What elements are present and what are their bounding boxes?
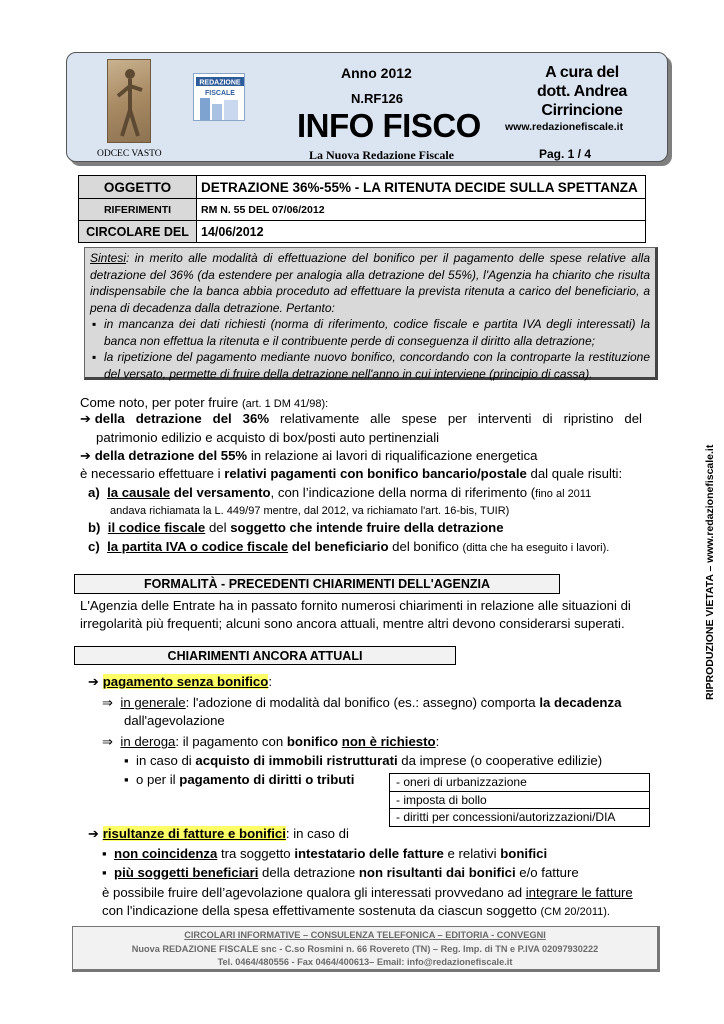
- sub-in-generale-cont: dall'agevolazione: [124, 713, 225, 728]
- arrow-icon: ➔: [88, 674, 103, 689]
- list-item: - oneri di urbanizzazione: [390, 774, 650, 792]
- table-row: [390, 809, 650, 827]
- arrow-icon: ➔: [80, 411, 95, 426]
- list-item: ▪ la ripetizione del pagamento mediante nuovo bonifico, concordando con la controparte la restituzione del versato, permette di fruire della detrazione nell'anno in cui interviene (principio di cassa).: [90, 349, 650, 382]
- list-item: - diritti per concessioni/autorizzazioni/DIA: [390, 809, 650, 827]
- text: pagamento senza bonifico: [102, 674, 269, 689]
- footer-contacts: Tel. 0464/480556 - Fax 0464/400613– Email: info@redazionefiscale.it: [217, 957, 513, 967]
- bullet-icon: ▪: [102, 846, 115, 861]
- text: (ditta che ha eseguito i lavori).: [462, 542, 610, 554]
- implies-arrow-icon: ⇒: [102, 695, 121, 710]
- payment-line: [80, 465, 622, 483]
- statue-image: [107, 59, 151, 143]
- text: non coincidenza: [114, 846, 218, 861]
- list-item: ▪ in mancanza dei dati richiesti (norma di riferimento, codice fiscale e partita IVA degli interessati) la banca non effettua la ritenuta e il contribuente perde di conseguenza il diritto alla detrazione;: [90, 316, 650, 349]
- text: la causale: [107, 485, 171, 500]
- text: e/o fatture: [515, 865, 579, 880]
- year-label: Anno 2012: [341, 65, 412, 81]
- redazione-fiscale-logo: [193, 73, 245, 121]
- text: in relazione ai lavori di riqualificazione energetica: [247, 448, 538, 463]
- table-row: [390, 791, 650, 809]
- synthesis-label: Sintesi: [90, 251, 127, 265]
- text: è possibile fruire dell’agevolazione qualora gli interessati provvedano ad: [102, 885, 526, 900]
- text: con l'indicazione della spesa effettivamente sostenuta da ciascun soggetto: [102, 903, 541, 918]
- text: relativi pagamenti con bonifico bancario/postale: [224, 466, 527, 481]
- text: e relativi: [443, 846, 501, 861]
- tributi-list-box: [389, 773, 650, 827]
- odcec-label: ODCEC VASTO: [97, 149, 162, 159]
- item-a-cont: andava richiamata la L. 449/97 mentre, dal 2012, va richiamato l'art. 16-bis, TUIR): [110, 505, 510, 517]
- synthesis-paragraph: [90, 250, 650, 316]
- point-pagamento: [88, 673, 272, 691]
- text: risultanze di fatture e bonifici: [102, 826, 286, 841]
- synthesis-text: : in merito alle modalità di effettuazione del bonifico per il pagamento delle spese relative alla detrazione del 36% (da estendere per analogia alla detrazione del 55%), l'Agenzia ha chiarito che risulta indispensabile che la banca abbia proceduto ad effettuare la prevista ritenuta a carico del beneficiario, a pena di decadenza dalla detrazione. Pertanto:: [90, 251, 650, 315]
- text: del beneficiario: [288, 539, 389, 554]
- website-link[interactable]: www.redazionefiscale.it: [505, 121, 624, 133]
- text: non è richiesto: [341, 734, 436, 749]
- bullet-36: [80, 410, 642, 428]
- text: del versamento: [170, 485, 271, 500]
- text: della detrazione del 36%: [94, 411, 270, 426]
- text: b): [88, 520, 101, 535]
- item-a: [88, 484, 591, 503]
- oggetto-value: DETRAZIONE 36%-55% - LA RITENUTA DECIDE SULLA SPETTANZA: [197, 176, 646, 199]
- text: intestatario delle fatture: [294, 846, 444, 861]
- text: a): [88, 485, 100, 500]
- sub-in-generale: [102, 694, 621, 712]
- text: da imprese (o cooperative edilizie): [397, 753, 603, 768]
- deroga-item-tributi: [124, 771, 354, 789]
- footer-address: Nuova REDAZIONE FISCALE snc - C.so Rosmini n. 66 Rovereto (TN) – Reg. Imp. di TN e P.IVA 02097930222: [131, 943, 599, 954]
- text: o per il: [136, 772, 180, 787]
- text: del: [205, 520, 231, 535]
- circolare-label: CIRCOLARE DEL: [79, 221, 197, 243]
- risultanze-item-coincidenza: [102, 845, 547, 863]
- footer-services: CIRCOLARI INFORMATIVE – CONSULENZA TELEFONICA – EDITORIA - CONVEGNI: [184, 930, 546, 940]
- text: la partita IVA o codice fiscale: [107, 539, 289, 554]
- text: :: [268, 674, 272, 689]
- table-row: [79, 199, 646, 221]
- text: più soggetti beneficiari: [114, 865, 259, 880]
- final-line-1: [102, 884, 633, 902]
- text: (art. 1 DM 41/98):: [242, 398, 329, 410]
- text: tra soggetto: [217, 846, 295, 861]
- text: c): [88, 539, 100, 554]
- text: (CM 20/2011).: [540, 906, 610, 918]
- risultanze-item-beneficiari: [102, 864, 579, 882]
- text: integrare le fatture: [525, 885, 633, 900]
- text: la decadenza: [539, 695, 622, 710]
- text: in generale: [120, 695, 186, 710]
- subject-table: [78, 175, 646, 243]
- item-c: [88, 538, 609, 557]
- text: fino al 2011: [535, 488, 592, 500]
- text: dal quale risulti:: [526, 466, 623, 481]
- author-line-1: A cura del: [545, 64, 619, 81]
- text: soggetto che intende fruire della detrazione: [230, 520, 504, 535]
- newsletter-title: INFO FISCO: [297, 107, 481, 144]
- implies-arrow-icon: ⇒: [102, 734, 121, 749]
- text: : in caso di: [285, 826, 349, 841]
- riferimenti-value: RM N. 55 DEL 07/06/2012: [197, 199, 646, 221]
- list-item: - imposta di bollo: [390, 791, 650, 809]
- arrow-icon: ➔: [80, 448, 95, 463]
- logo-text-1: REDAZIONE: [199, 79, 241, 87]
- text: in caso di: [136, 753, 196, 768]
- bullet-icon: ▪: [102, 865, 115, 880]
- bullet-icon: ▪: [124, 753, 137, 768]
- text: acquisto di immobili ristrutturati: [195, 753, 398, 768]
- copyright-notice-vertical: RIPRODUZIONE VIETATA – www.redazionefiscale.it: [704, 444, 716, 700]
- page-number: Pag. 1 / 4: [539, 147, 592, 161]
- text: relativamente alle spese per interventi di ripristino del: [269, 411, 642, 426]
- section-formalita-title: FORMALITÀ - PRECEDENTI CHIARIMENTI DELL'AGENZIA: [74, 574, 560, 594]
- section1-line-2: irregolarità più frequenti; alcuni sono ancora attuali, mentre altri devono considerarsi superati.: [80, 616, 625, 631]
- author-line-2: dott. Andrea Cirrincione: [536, 83, 628, 119]
- text: del bonifico: [388, 539, 463, 554]
- author-block: [507, 63, 657, 120]
- text: della detrazione: [258, 865, 359, 880]
- text: è necessario effettuare i: [80, 466, 225, 481]
- table-row: [79, 176, 646, 199]
- document-footer: [72, 926, 660, 972]
- synthesis-box: [84, 247, 658, 380]
- bullet-icon: ▪: [124, 772, 137, 787]
- item-b: [88, 519, 504, 537]
- final-line-2: [102, 902, 610, 921]
- arrow-icon: ➔: [88, 826, 103, 841]
- text: : l'adozione di modalità dal bonifico (es.: assegno) comporta: [185, 695, 540, 710]
- table-row: [390, 774, 650, 792]
- text: il codice fiscale: [107, 520, 206, 535]
- riferimenti-label: RIFERIMENTI: [79, 199, 197, 221]
- text: : il pagamento con: [175, 734, 287, 749]
- oggetto-label: OGGETTO: [79, 176, 197, 199]
- synthesis-list: [90, 316, 650, 382]
- section1-line-1: L'Agenzia delle Entrate ha in passato fornito numerosi chiarimenti in relazione alle situazioni di: [80, 598, 631, 613]
- text: , con l’indicazione della norma di riferimento (: [270, 485, 536, 500]
- table-row: [79, 221, 646, 243]
- text: bonifici: [500, 846, 548, 861]
- sub-in-deroga: [102, 733, 439, 751]
- bullet-36-cont: patrimonio edilizio e acquisto di box/posti auto pertinenziali: [96, 430, 440, 445]
- text: :: [435, 734, 440, 749]
- text: bonifico: [286, 734, 339, 749]
- point-risultanze: [88, 825, 349, 843]
- text: della detrazione del 55%: [94, 448, 248, 463]
- newsletter-subtitle: La Nuova Redazione Fiscale: [309, 148, 454, 162]
- circolare-value: 14/06/2012: [197, 221, 646, 243]
- issue-number: N.RF126: [351, 91, 404, 106]
- statue-figure-icon: [108, 60, 152, 144]
- deroga-item-immobili: [124, 752, 602, 770]
- text: Come noto, per poter fruire: [80, 395, 242, 410]
- text: pagamento di diritti o tributi: [179, 772, 355, 787]
- text: non risultanti dai bonifici: [358, 865, 516, 880]
- section-chiarimenti-title: CHIARIMENTI ANCORA ATTUALI: [74, 646, 456, 665]
- bullet-55: [80, 447, 537, 465]
- document-header: [66, 52, 668, 162]
- logo-text-2: FISCALE: [205, 90, 235, 97]
- text: in deroga: [120, 734, 176, 749]
